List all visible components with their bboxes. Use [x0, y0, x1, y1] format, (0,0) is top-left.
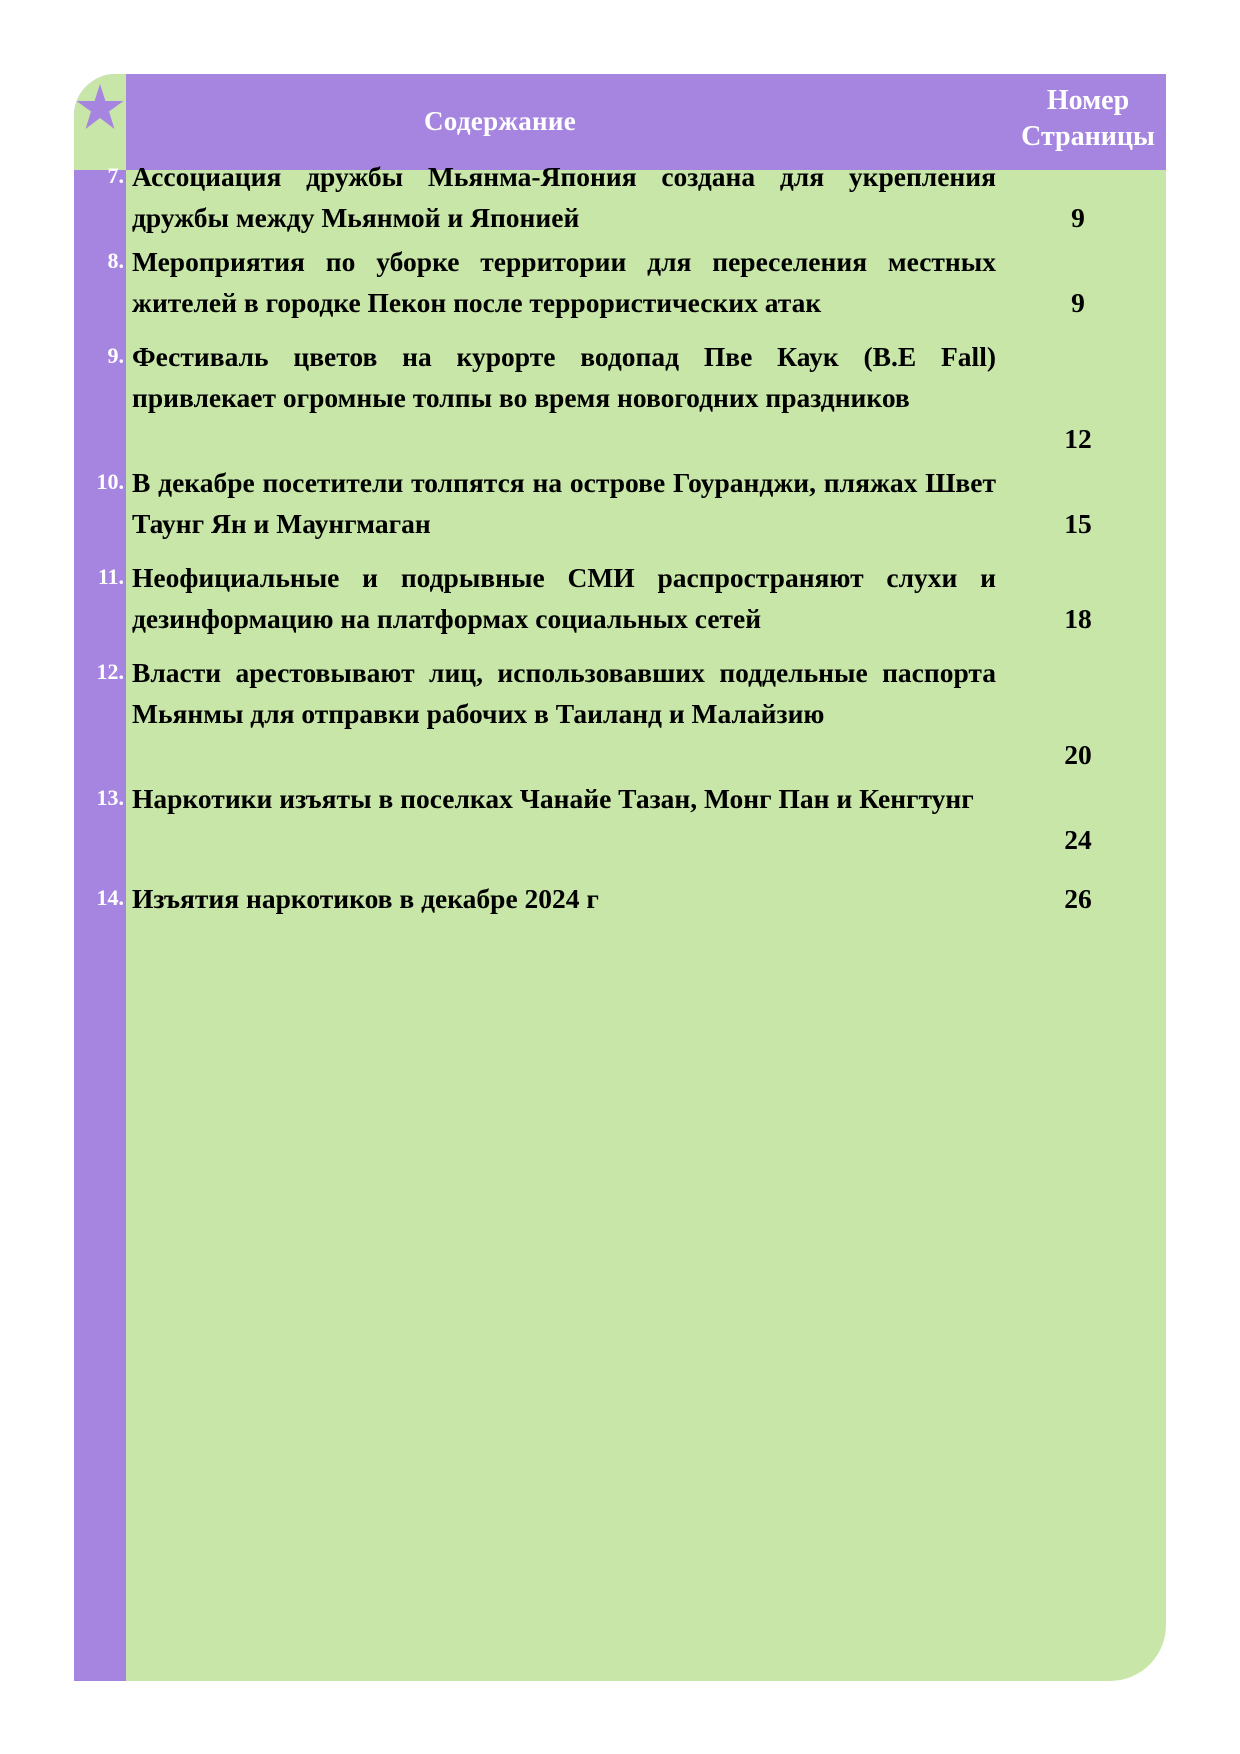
entry-number: 13.: [96, 785, 124, 810]
entry-title[interactable]: Изъятия наркотиков в декабре 2024 г: [132, 883, 599, 914]
entry-title[interactable]: В декабре посетители толпятся на острове Гоуранджи, пляжах Швет Таунг Ян и Маунгмаган: [132, 467, 996, 539]
entry-page: 9: [1071, 287, 1085, 318]
entry-number: 11.: [97, 564, 124, 589]
entry-page: 12: [1064, 423, 1092, 454]
entry-number: 14.: [96, 885, 124, 910]
entry-title[interactable]: Ассоциация дружбы Мьянма-Япония создана для укрепления дружбы между Мьянмой и Японией: [132, 161, 996, 233]
entry-title[interactable]: Фестиваль цветов на курорте водопад Пве Каук (B.E Fall) привлекает огромные толпы во время новогодних праздников: [132, 341, 996, 413]
contents-title: Содержание: [424, 106, 577, 136]
entry-page: 18: [1064, 603, 1092, 634]
entry-title[interactable]: Власти арестовывают лиц, использовавших поддельные паспорта Мьянмы для отправки рабочих в Таиланд и Малайзию: [132, 657, 996, 729]
contents-panel: [74, 74, 1166, 1681]
entry-page: 20: [1064, 739, 1092, 770]
entry-title[interactable]: Наркотики изъяты в поселках Чанайе Тазан, Монг Пан и Кенгтунг: [132, 783, 974, 814]
page-number-heading-line1: Номер: [1046, 85, 1130, 116]
entry-page: 15: [1064, 508, 1092, 539]
entry-page: 24: [1064, 824, 1092, 855]
entry-page: 26: [1064, 883, 1092, 914]
star-icon: [75, 82, 125, 132]
entry-number: 7.: [107, 163, 124, 188]
page-number-heading: [1012, 83, 1164, 155]
page-number-heading-line2: Страницы: [1021, 121, 1155, 152]
entry-number: 10.: [96, 469, 124, 494]
entry-page: 9: [1071, 202, 1085, 233]
entry-number: 12.: [96, 659, 124, 684]
entry-title[interactable]: Неофициальные и подрывные СМИ распространяют слухи и дезинформацию на платформах социальных сетей: [132, 562, 996, 634]
entry-number: 8.: [107, 248, 124, 273]
entry-number: 9.: [107, 343, 124, 368]
entry-title[interactable]: Мероприятия по уборке территории для переселения местных жителей в городке Пекон после террористических атак: [132, 246, 996, 318]
